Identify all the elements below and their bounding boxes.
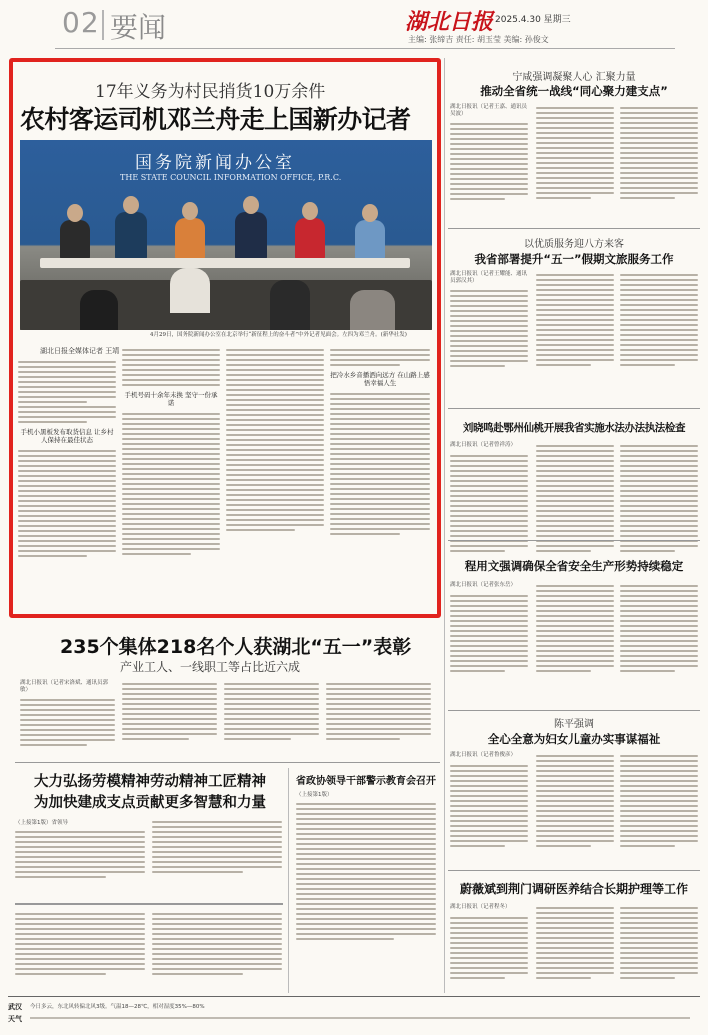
banner-cn: 国务院新闻办公室 xyxy=(135,153,295,173)
lead-body-col-4 xyxy=(330,346,430,610)
lead-headline: 农村客运司机邓兰舟走上国新办记者 xyxy=(20,105,411,134)
lead-subhead-2: 手机号码十余年未换 坚守一份承诺 xyxy=(124,391,218,408)
footer-weather-text: 今日多云，东北风转偏北风3级。气温18—28℃，相对湿度35%—80% xyxy=(30,1004,205,1010)
issue-date: 2025.4.30 星期三 xyxy=(495,15,571,25)
press-conference-photo xyxy=(20,140,432,330)
middle-subhead: 产业工人、一线职工等占比近六成 xyxy=(120,660,301,674)
masthead xyxy=(0,0,708,55)
lead-subhead-1: 手机小黑板发布取货信息 让乡村人保持在最佳状态 xyxy=(20,428,114,445)
paper-logo: 湖北日报 xyxy=(405,9,494,35)
right-story-2-byline: 湖北日报讯（记者王耀能、通讯员郭汉其） xyxy=(450,271,528,285)
right-story-2-kicker: 以优质服务迎八方来客 xyxy=(524,239,624,250)
right-story-1-byline: 湖北日报讯（记者王嘉、通讯员吴波） xyxy=(450,104,528,118)
right-story-3-byline: 湖北日报讯（记者曾祥涛） xyxy=(450,442,517,448)
right-story-6-headline: 蔚薇斌到荆门调研医养结合长期护理等工作 xyxy=(459,882,688,896)
lead-subhead-3: 把冷水乡音播洒向远方 在山路上感悟幸福人生 xyxy=(330,371,430,388)
right-story-3-headline: 刘晓鸣赴鄂州仙桃开展我省实施水法办法执法检查 xyxy=(462,422,686,434)
right-story-4-headline: 程用文强调确保全省安全生产形势持续稳定 xyxy=(464,559,684,573)
footer-weather xyxy=(8,1000,700,1032)
right-story-5-kicker: 陈平强调 xyxy=(554,719,594,730)
lead-body-col-1 xyxy=(18,358,116,610)
page-number: 02 xyxy=(62,6,100,39)
middle-byline: 湖北日报讯（记者宋洛斌、通讯员郭敏） xyxy=(20,680,109,694)
right-story-2-headline: 我省部署提升“五一”假期文旅服务工作 xyxy=(474,252,674,266)
right-story-5-headline: 全心全意为妇女儿童办实事谋福祉 xyxy=(487,732,661,746)
right-story-4-byline: 湖北日报讯（记者张东岳） xyxy=(450,582,517,588)
lead-byline: 湖北日报全媒体记者 王靖 xyxy=(40,347,120,355)
right-story-1-kicker: 宁咸强调凝聚人心 汇聚力量 xyxy=(512,72,636,83)
lead-body-col-2 xyxy=(122,346,220,610)
lead-body-col-3 xyxy=(226,346,324,610)
bottom-left-byline: （上接第1版）省领导 xyxy=(15,820,68,826)
right-story-1-headline: 推动全省统一战线“同心聚力建支点” xyxy=(480,84,668,98)
lead-kicker: 17年义务为村民捎货10万余件 xyxy=(95,82,326,102)
right-story-5-byline: 湖北日报讯（记者鲁俊彦） xyxy=(450,752,517,758)
editors-line: 主编: 张缔吉 责任: 胡玉莹 美编: 孙俊文 xyxy=(408,35,549,44)
footer-weather-label: 天气 xyxy=(8,1015,22,1023)
banner-en: THE STATE COUNCIL INFORMATION OFFICE, P.R.C. xyxy=(120,173,342,182)
right-story-6-byline: 湖北日报讯（记者程冬） xyxy=(450,904,511,910)
bottom-mid-byline: （上接第1版） xyxy=(296,792,333,798)
section-title: 要闻 xyxy=(110,11,167,44)
footer-city-label: 武汉 xyxy=(8,1003,22,1011)
middle-headline: 235个集体218名个人获湖北“五一”表彰 xyxy=(60,636,412,658)
bottom-left-headline-1: 大力弘扬劳模精神劳动精神工匠精神 xyxy=(34,774,266,790)
photo-caption: 4月29日，国务院新闻办公室在北京举行“新征程上的奋斗者”中外记者见面会。左四为邓兰舟。(新华社发) xyxy=(150,332,407,338)
right-column xyxy=(448,58,700,988)
bottom-left-headline-2: 为加快建成支点贡献更多智慧和力量 xyxy=(34,795,266,811)
bottom-mid-headline: 省政协领导干部警示教育会召开 xyxy=(296,776,436,787)
